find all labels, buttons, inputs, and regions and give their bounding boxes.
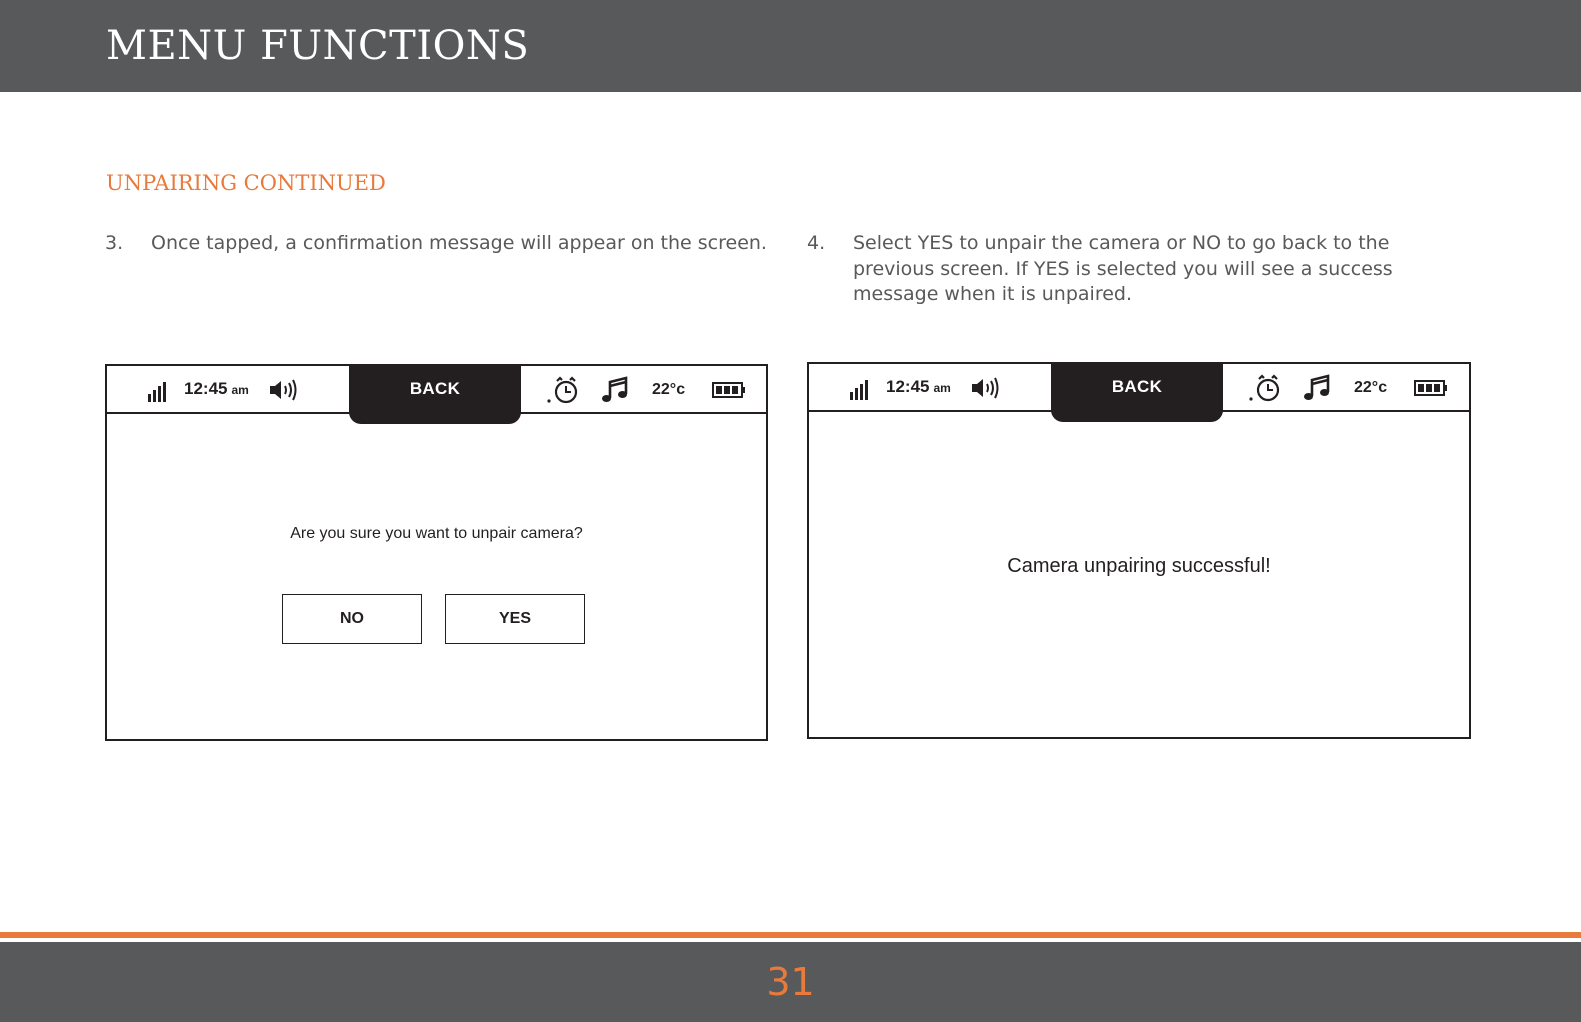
section-title: UNPAIRING CONTINUED xyxy=(106,171,386,195)
signal-strength-icon xyxy=(147,380,169,402)
battery-icon xyxy=(712,380,746,400)
page-title: MENU FUNCTIONS xyxy=(106,23,530,69)
back-button[interactable]: BACK xyxy=(1051,362,1223,422)
step-number: 4. xyxy=(807,232,826,254)
confirm-message: Are you sure you want to unpair camera? xyxy=(290,525,583,542)
ampm-label: am xyxy=(231,383,249,397)
alarm-clock-icon[interactable] xyxy=(547,375,579,405)
footer-divider xyxy=(0,932,1581,938)
success-message: Camera unpairing successful! xyxy=(1007,555,1271,577)
status-bar xyxy=(107,366,766,414)
unpair-success-screen xyxy=(807,362,1471,739)
no-button[interactable]: NO xyxy=(282,594,422,644)
step-text: Once tapped, a confirmation message will appear on the screen. xyxy=(151,232,767,254)
back-button[interactable]: BACK xyxy=(349,364,521,424)
clock-time xyxy=(886,377,951,398)
clock-time xyxy=(184,379,249,400)
page-number: 31 xyxy=(766,960,815,1004)
signal-strength-icon xyxy=(849,378,871,400)
volume-icon[interactable] xyxy=(970,376,1000,400)
step-number: 3. xyxy=(105,232,124,254)
step-text: Select YES to unpair the camera or NO to go back to the previous screen. If YES is selected you will see a success message when it is unpaired. xyxy=(853,232,1393,305)
confirm-unpair-screen xyxy=(105,364,768,741)
battery-icon xyxy=(1414,378,1448,398)
page-footer xyxy=(0,942,1581,1022)
volume-icon[interactable] xyxy=(268,378,298,402)
alarm-clock-icon[interactable] xyxy=(1249,373,1281,403)
ampm-label: am xyxy=(933,381,951,395)
temperature-readout: 22°c xyxy=(652,381,686,398)
music-note-icon[interactable] xyxy=(1303,374,1331,402)
page-header xyxy=(0,0,1581,92)
time-value: 12:45 xyxy=(886,377,930,396)
music-note-icon[interactable] xyxy=(601,376,629,404)
status-bar xyxy=(809,364,1469,412)
time-value: 12:45 xyxy=(184,379,228,398)
temperature-readout: 22°c xyxy=(1354,379,1388,396)
yes-button[interactable]: YES xyxy=(445,594,585,644)
